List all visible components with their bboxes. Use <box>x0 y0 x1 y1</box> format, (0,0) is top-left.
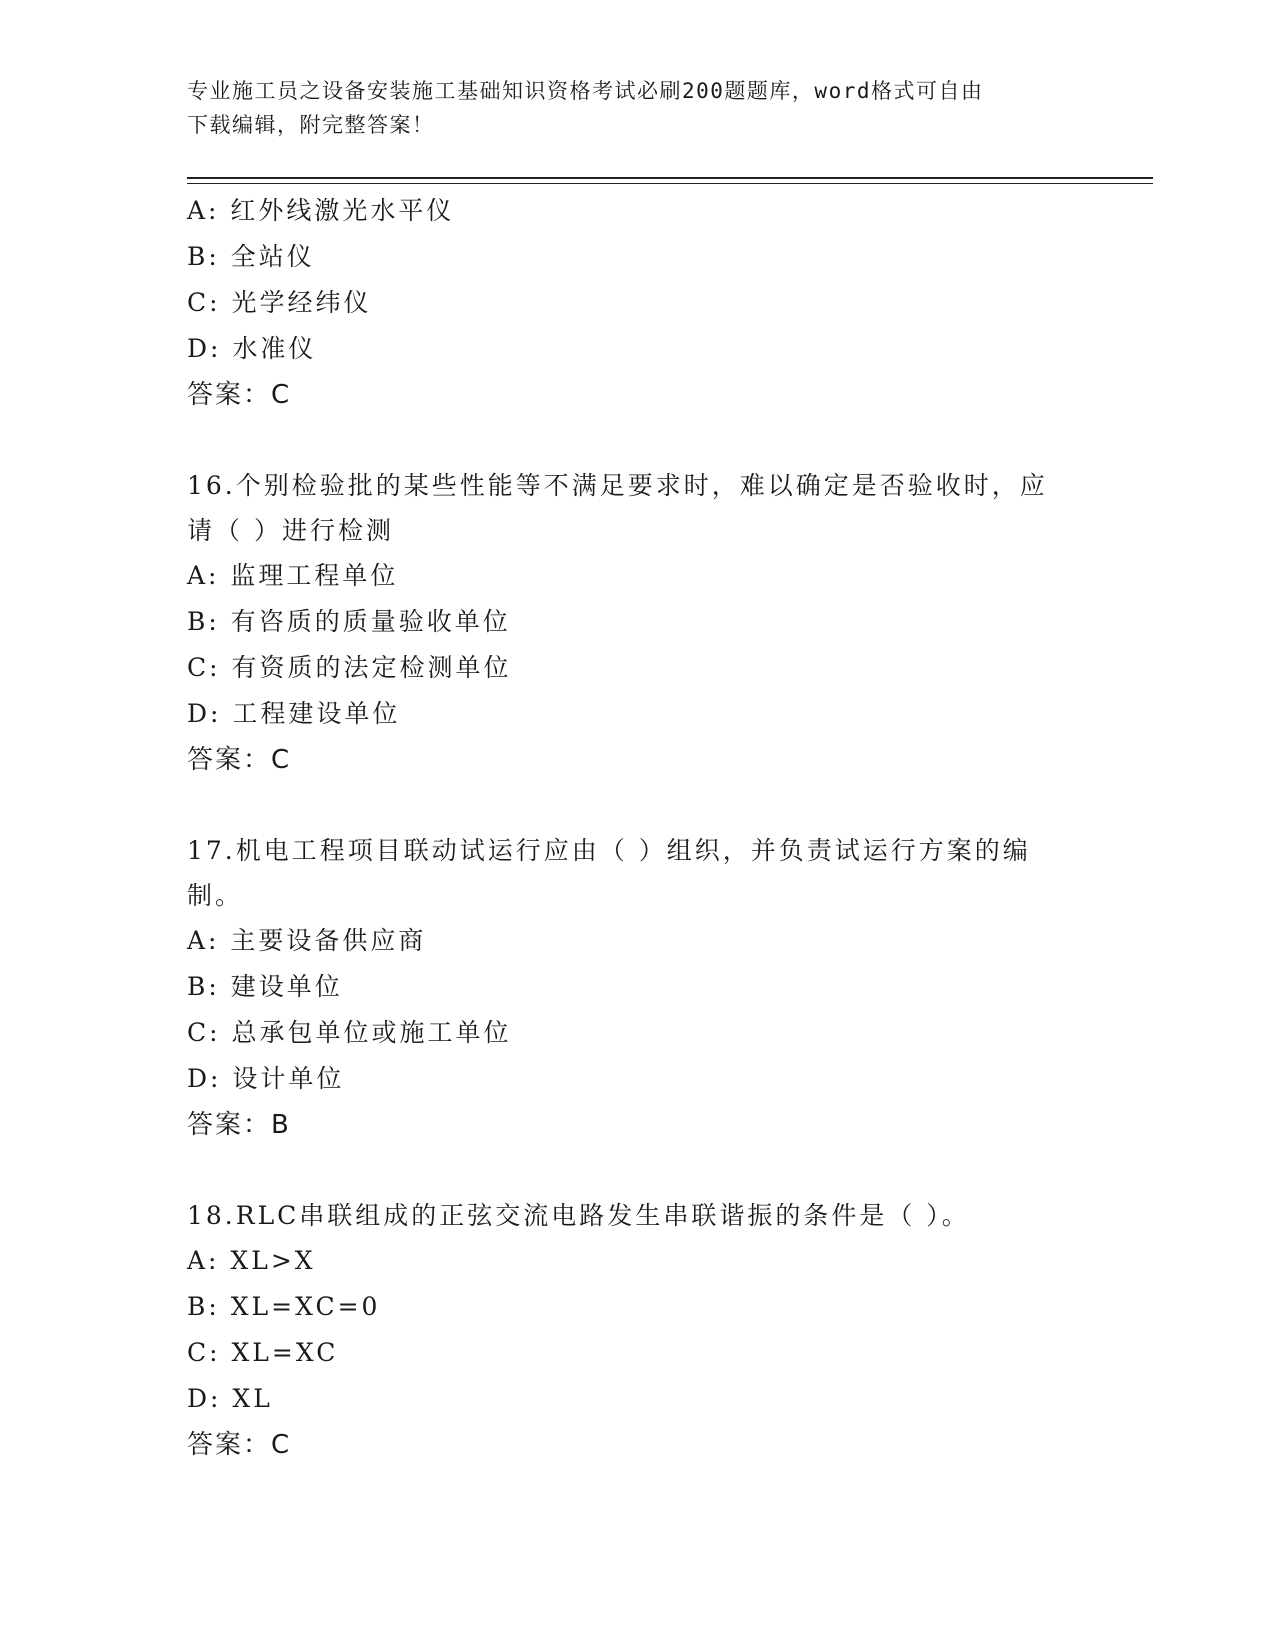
option-a: A: 红外线激光水平仪 <box>187 196 455 225</box>
question-spacer <box>187 1148 1087 1193</box>
answer-line: 答案：C <box>187 745 292 775</box>
header-line-1: 专业施工员之设备安装施工基础知识资格考试必刷200题题库，word格式可自由 <box>187 79 984 103</box>
option-c: C: 光学经纬仪 <box>187 288 372 317</box>
option-c: C: 有资质的法定检测单位 <box>187 653 512 682</box>
answer-line: 答案：C <box>187 1430 292 1460</box>
question-16 <box>187 463 1087 783</box>
option-b: B: XL=XC=0 <box>187 1292 381 1321</box>
question-stem <box>187 1193 1087 1238</box>
question-stem <box>187 828 1087 918</box>
option-c: C: XL=XC <box>187 1338 339 1367</box>
option-b: B: 建设单位 <box>187 972 343 1001</box>
option-d: D: 工程建设单位 <box>187 699 401 728</box>
option-a: A: 主要设备供应商 <box>187 926 427 955</box>
question-17 <box>187 828 1087 1148</box>
question-stem-line-2: 制。 <box>187 881 244 910</box>
option-c: C: 总承包单位或施工单位 <box>187 1018 512 1047</box>
answer-line: 答案：B <box>187 1110 291 1140</box>
question-18 <box>187 1193 1087 1468</box>
question-stem-line-1: 18.RLC串联组成的正弦交流电路发生串联谐振的条件是（ ）。 <box>187 1201 970 1230</box>
header-divider-thin <box>187 183 1153 184</box>
header-divider-thick <box>187 177 1153 179</box>
option-a: A: XL>X <box>187 1246 316 1275</box>
header-line-2: 下载编辑，附完整答案！ <box>187 113 435 137</box>
option-d: D: XL <box>187 1384 273 1413</box>
option-b: B: 全站仪 <box>187 242 315 271</box>
question-spacer <box>187 783 1087 828</box>
option-a: A: 监理工程单位 <box>187 561 399 590</box>
question-stem <box>187 463 1087 553</box>
question-stem-line-1: 17.机电工程项目联动试运行应由（ ）组织，并负责试运行方案的编 <box>187 836 1031 865</box>
document-header <box>187 74 1087 142</box>
question-list <box>187 188 1087 1468</box>
option-d: D: 设计单位 <box>187 1064 345 1093</box>
question-stem-line-2: 请（ ）进行检测 <box>187 516 394 545</box>
option-b: B: 有咨质的质量验收单位 <box>187 607 511 636</box>
option-d: D: 水准仪 <box>187 334 317 363</box>
question-15 <box>187 188 1087 418</box>
answer-line: 答案：C <box>187 380 292 410</box>
question-spacer <box>187 418 1087 463</box>
question-stem-line-1: 16.个别检验批的某些性能等不满足要求时，难以确定是否验收时，应 <box>187 471 1048 500</box>
